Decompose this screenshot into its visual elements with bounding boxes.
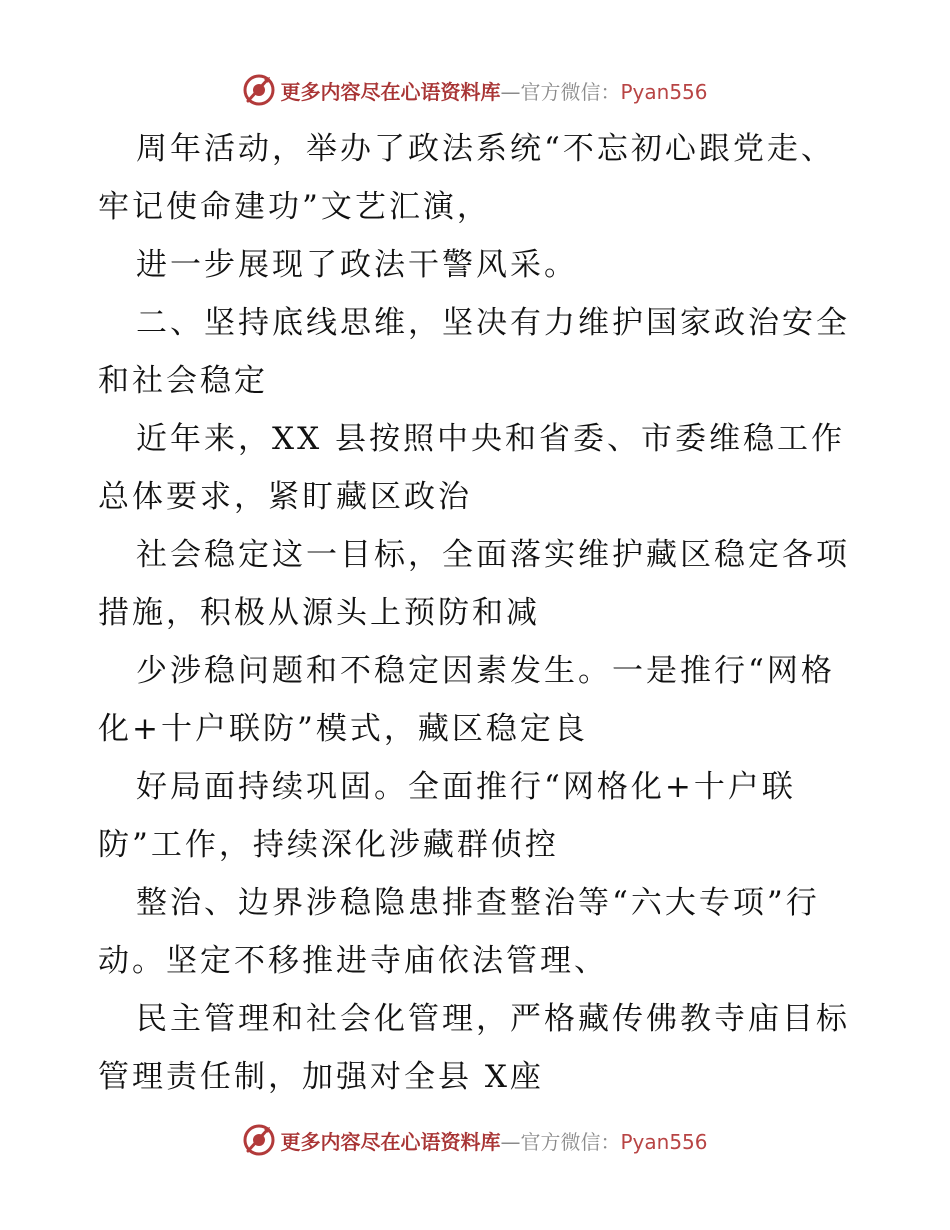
text-line: 好局面持续巩固。全面推行“网格化+十户联 xyxy=(136,769,796,805)
text-line: 措施，积极从源头上预防和减 xyxy=(98,595,540,631)
text-line: 社会稳定这一目标，全面落实维护藏区稳定各项 xyxy=(136,537,850,573)
text-line: 牢记使命建功”文艺汇演， xyxy=(98,189,491,225)
document-body xyxy=(98,120,858,1106)
logo-icon xyxy=(242,73,276,107)
watermark-id: Pyan556 xyxy=(620,1129,708,1154)
watermark-text xyxy=(280,76,707,105)
watermark-text xyxy=(280,1126,707,1155)
text-line: 近年来，XX 县按照中央和省委、市委维稳工作 xyxy=(136,421,845,457)
text-line: 二、坚持底线思维，坚决有力维护国家政治安全 xyxy=(136,305,850,341)
logo-icon xyxy=(242,1123,276,1157)
watermark-main: 更多内容尽在心语资料库 xyxy=(280,79,501,104)
text-line: 化+十户联防”模式，藏区稳定良 xyxy=(98,711,588,747)
text-line: 民主管理和社会化管理，严格藏传佛教寺庙目标 xyxy=(136,1001,850,1037)
text-line: 整治、边界涉稳隐患排查整治等“六大专项”行 xyxy=(136,885,820,921)
watermark-dash: — xyxy=(500,1129,521,1154)
watermark-sub: 官方微信： xyxy=(520,1129,621,1154)
text-line: 和社会稳定 xyxy=(98,363,268,399)
header-watermark xyxy=(0,70,950,110)
watermark-main: 更多内容尽在心语资料库 xyxy=(280,1129,501,1154)
text-line: 管理责任制，加强对全县 X座 xyxy=(98,1059,544,1095)
watermark-dash: — xyxy=(500,79,521,104)
text-line: 周年活动，举办了政法系统“不忘初心跟党走、 xyxy=(136,131,835,167)
text-line: 少涉稳问题和不稳定因素发生。一是推行“网格 xyxy=(136,653,835,689)
text-line: 防”工作，持续深化涉藏群侦控 xyxy=(98,827,559,863)
text-line: 动。坚定不移推进寺庙依法管理、 xyxy=(98,943,608,979)
text-line: 进一步展现了政法干警风采。 xyxy=(136,247,578,283)
text-line: 总体要求，紧盯藏区政治 xyxy=(98,479,472,515)
watermark-sub: 官方微信： xyxy=(520,79,621,104)
footer-watermark xyxy=(0,1120,950,1160)
watermark-id: Pyan556 xyxy=(620,79,708,104)
